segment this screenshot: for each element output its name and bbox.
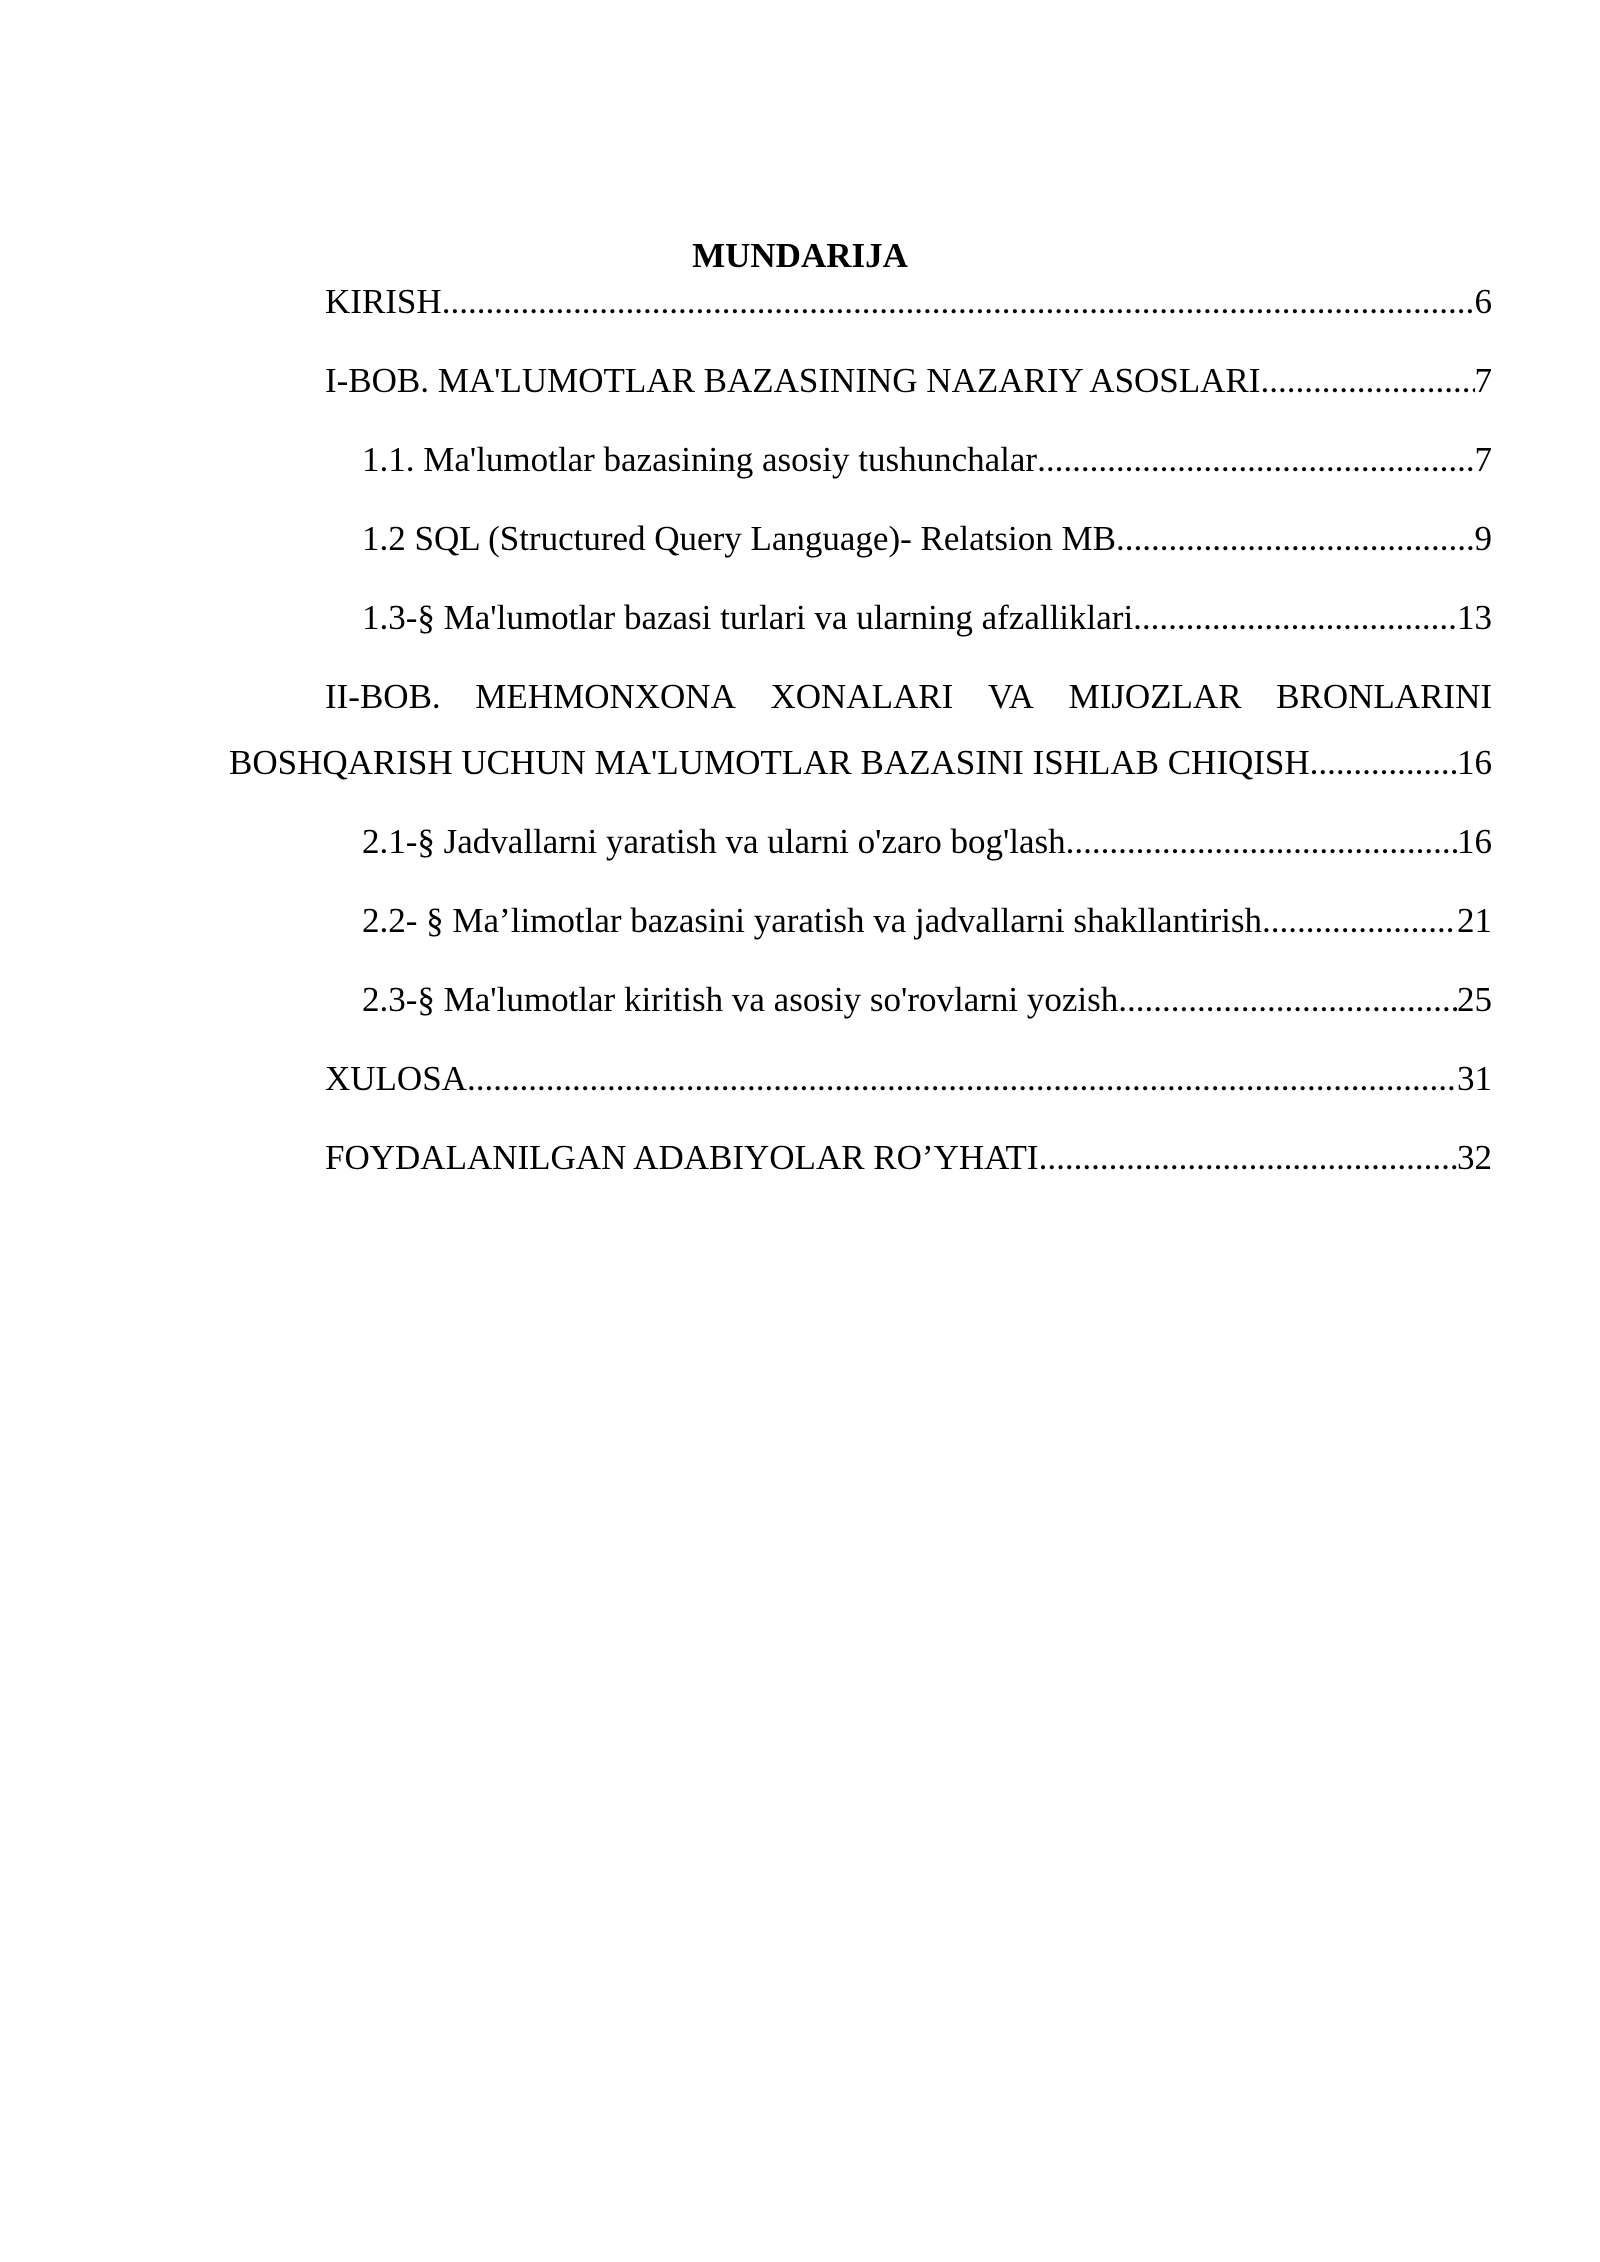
toc-entry-page: 7 — [1474, 440, 1492, 479]
toc-entry-page: 16 — [1457, 743, 1492, 782]
toc-entry-section-2-1[interactable] — [362, 818, 1492, 866]
toc-word: BRONLARINI — [1276, 677, 1492, 716]
toc-word: MEHMONXONA — [475, 677, 736, 716]
dot-leader — [1118, 976, 1457, 1024]
toc-entry-page: 25 — [1457, 980, 1492, 1019]
toc-entry-page: 16 — [1457, 822, 1492, 861]
toc-entry-text: I-BOB. MA'LUMOTLAR BAZASINING NAZARIY ASOSLARI — [325, 361, 1261, 400]
toc-entry-page: 7 — [1474, 361, 1492, 400]
toc-entry-text: 2.3-§ Ma'lumotlar kiritish va asosiy so'rovlarni yozish — [362, 980, 1119, 1019]
toc-entry-chapter-1[interactable] — [325, 357, 1492, 405]
dot-leader — [442, 278, 1475, 326]
toc-entry-page: 21 — [1457, 901, 1492, 940]
toc-entry-page: 32 — [1457, 1138, 1492, 1177]
toc-entry-text: XULOSA — [325, 1059, 467, 1098]
toc-entry-text: 1.3-§ Ma'lumotlar bazasi turlari va ularning afzalliklari — [362, 598, 1134, 637]
dot-leader — [1116, 515, 1475, 563]
dot-leader — [1262, 897, 1457, 945]
dot-leader — [1260, 357, 1474, 405]
toc-entry-text: BOSHQARISH UCHUN MA'LUMOTLAR BAZASINI ISHLAB CHIQISH — [229, 743, 1310, 782]
toc-entry-section-1-1[interactable] — [362, 436, 1492, 484]
toc-entry-section-2-3[interactable] — [362, 976, 1492, 1024]
dot-leader — [1066, 818, 1457, 866]
toc-entry-xulosa[interactable] — [325, 1055, 1492, 1103]
toc-entry-references[interactable] — [325, 1134, 1492, 1182]
dot-leader — [1037, 436, 1474, 484]
toc-entry-section-1-3[interactable] — [362, 594, 1492, 642]
toc-entry-text: 1.2 SQL (Structured Query Language)- Relatsion MB — [362, 519, 1116, 558]
toc-entry-section-2-2[interactable] — [362, 897, 1492, 945]
toc-word: II-BOB. — [325, 677, 441, 716]
toc-entry-page: 6 — [1474, 282, 1492, 321]
toc-word: VA — [987, 677, 1034, 716]
toc-entry-text: KIRISH — [325, 282, 442, 321]
toc-entry-chapter-2-line-1[interactable] — [325, 673, 1492, 721]
toc-entry-page: 9 — [1474, 519, 1492, 558]
toc-entry-text: 2.2- § Ma’limotlar bazasini yaratish va jadvallarni shakllantirish — [362, 901, 1263, 940]
toc-entry-section-1-2[interactable] — [362, 515, 1492, 563]
toc-title: MUNDARIJA — [692, 236, 908, 275]
toc-entry-kirish[interactable] — [325, 278, 1492, 326]
toc-entry-text: 2.1-§ Jadvallarni yaratish va ularni o'zaro bog'lash — [362, 822, 1066, 861]
dot-leader — [467, 1055, 1457, 1103]
toc-entry-text: 1.1. Ma'lumotlar bazasining asosiy tushunchalar — [362, 440, 1038, 479]
dot-leader — [1310, 739, 1457, 787]
toc-entry-page: 31 — [1457, 1059, 1492, 1098]
dot-leader — [1133, 594, 1457, 642]
toc-word: MIJOZLAR — [1068, 677, 1242, 716]
toc-entry-page: 13 — [1457, 598, 1492, 637]
toc-word: XONALARI — [770, 677, 954, 716]
dot-leader — [1039, 1134, 1457, 1182]
toc-entry-chapter-2-line-2[interactable] — [229, 739, 1492, 787]
toc-entry-text: FOYDALANILGAN ADABIYOLAR RO’YHATI — [325, 1138, 1039, 1177]
